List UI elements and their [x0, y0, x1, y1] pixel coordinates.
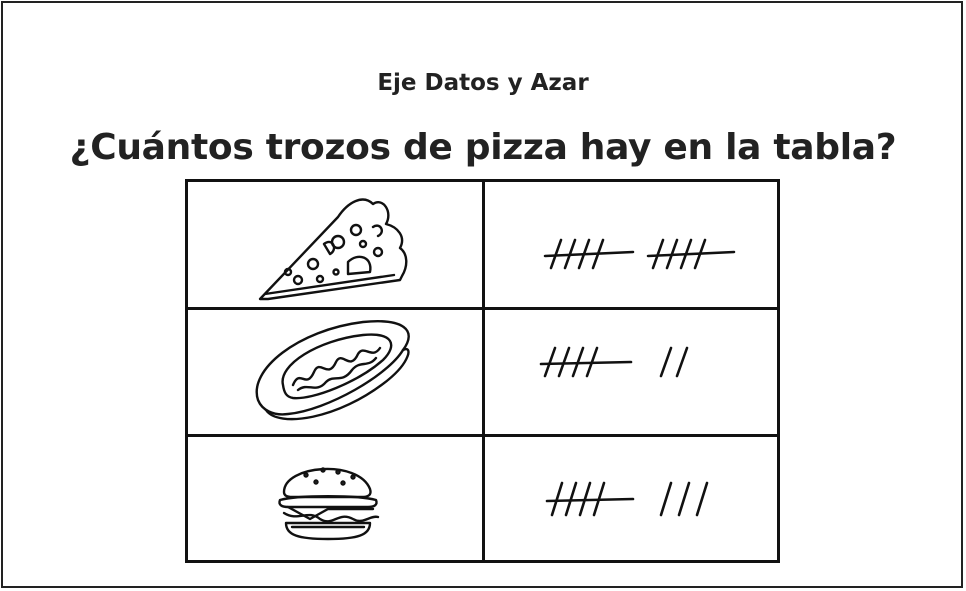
tally-marks-hotdog	[485, 310, 777, 434]
table-row-pizza-icon-cell	[188, 182, 485, 310]
hamburger-icon	[188, 437, 482, 560]
tally-table	[185, 179, 780, 563]
tally-marks-hamburger	[485, 437, 777, 557]
table-row-hotdog-icon-cell	[188, 310, 485, 437]
subtitle: Eje Datos y Azar	[377, 70, 589, 96]
table-row-hotdog-tally-cell	[485, 310, 780, 437]
table-row-hamburger-icon-cell	[188, 437, 485, 560]
hot-dog-icon	[188, 310, 482, 434]
question-title: ¿Cuántos trozos de pizza hay en la tabla?	[69, 127, 897, 168]
tally-marks-pizza	[485, 182, 777, 307]
table-row-hamburger-tally-cell	[485, 437, 780, 560]
table-row-pizza-tally-cell	[485, 182, 780, 310]
pizza-slice-icon	[188, 182, 482, 307]
